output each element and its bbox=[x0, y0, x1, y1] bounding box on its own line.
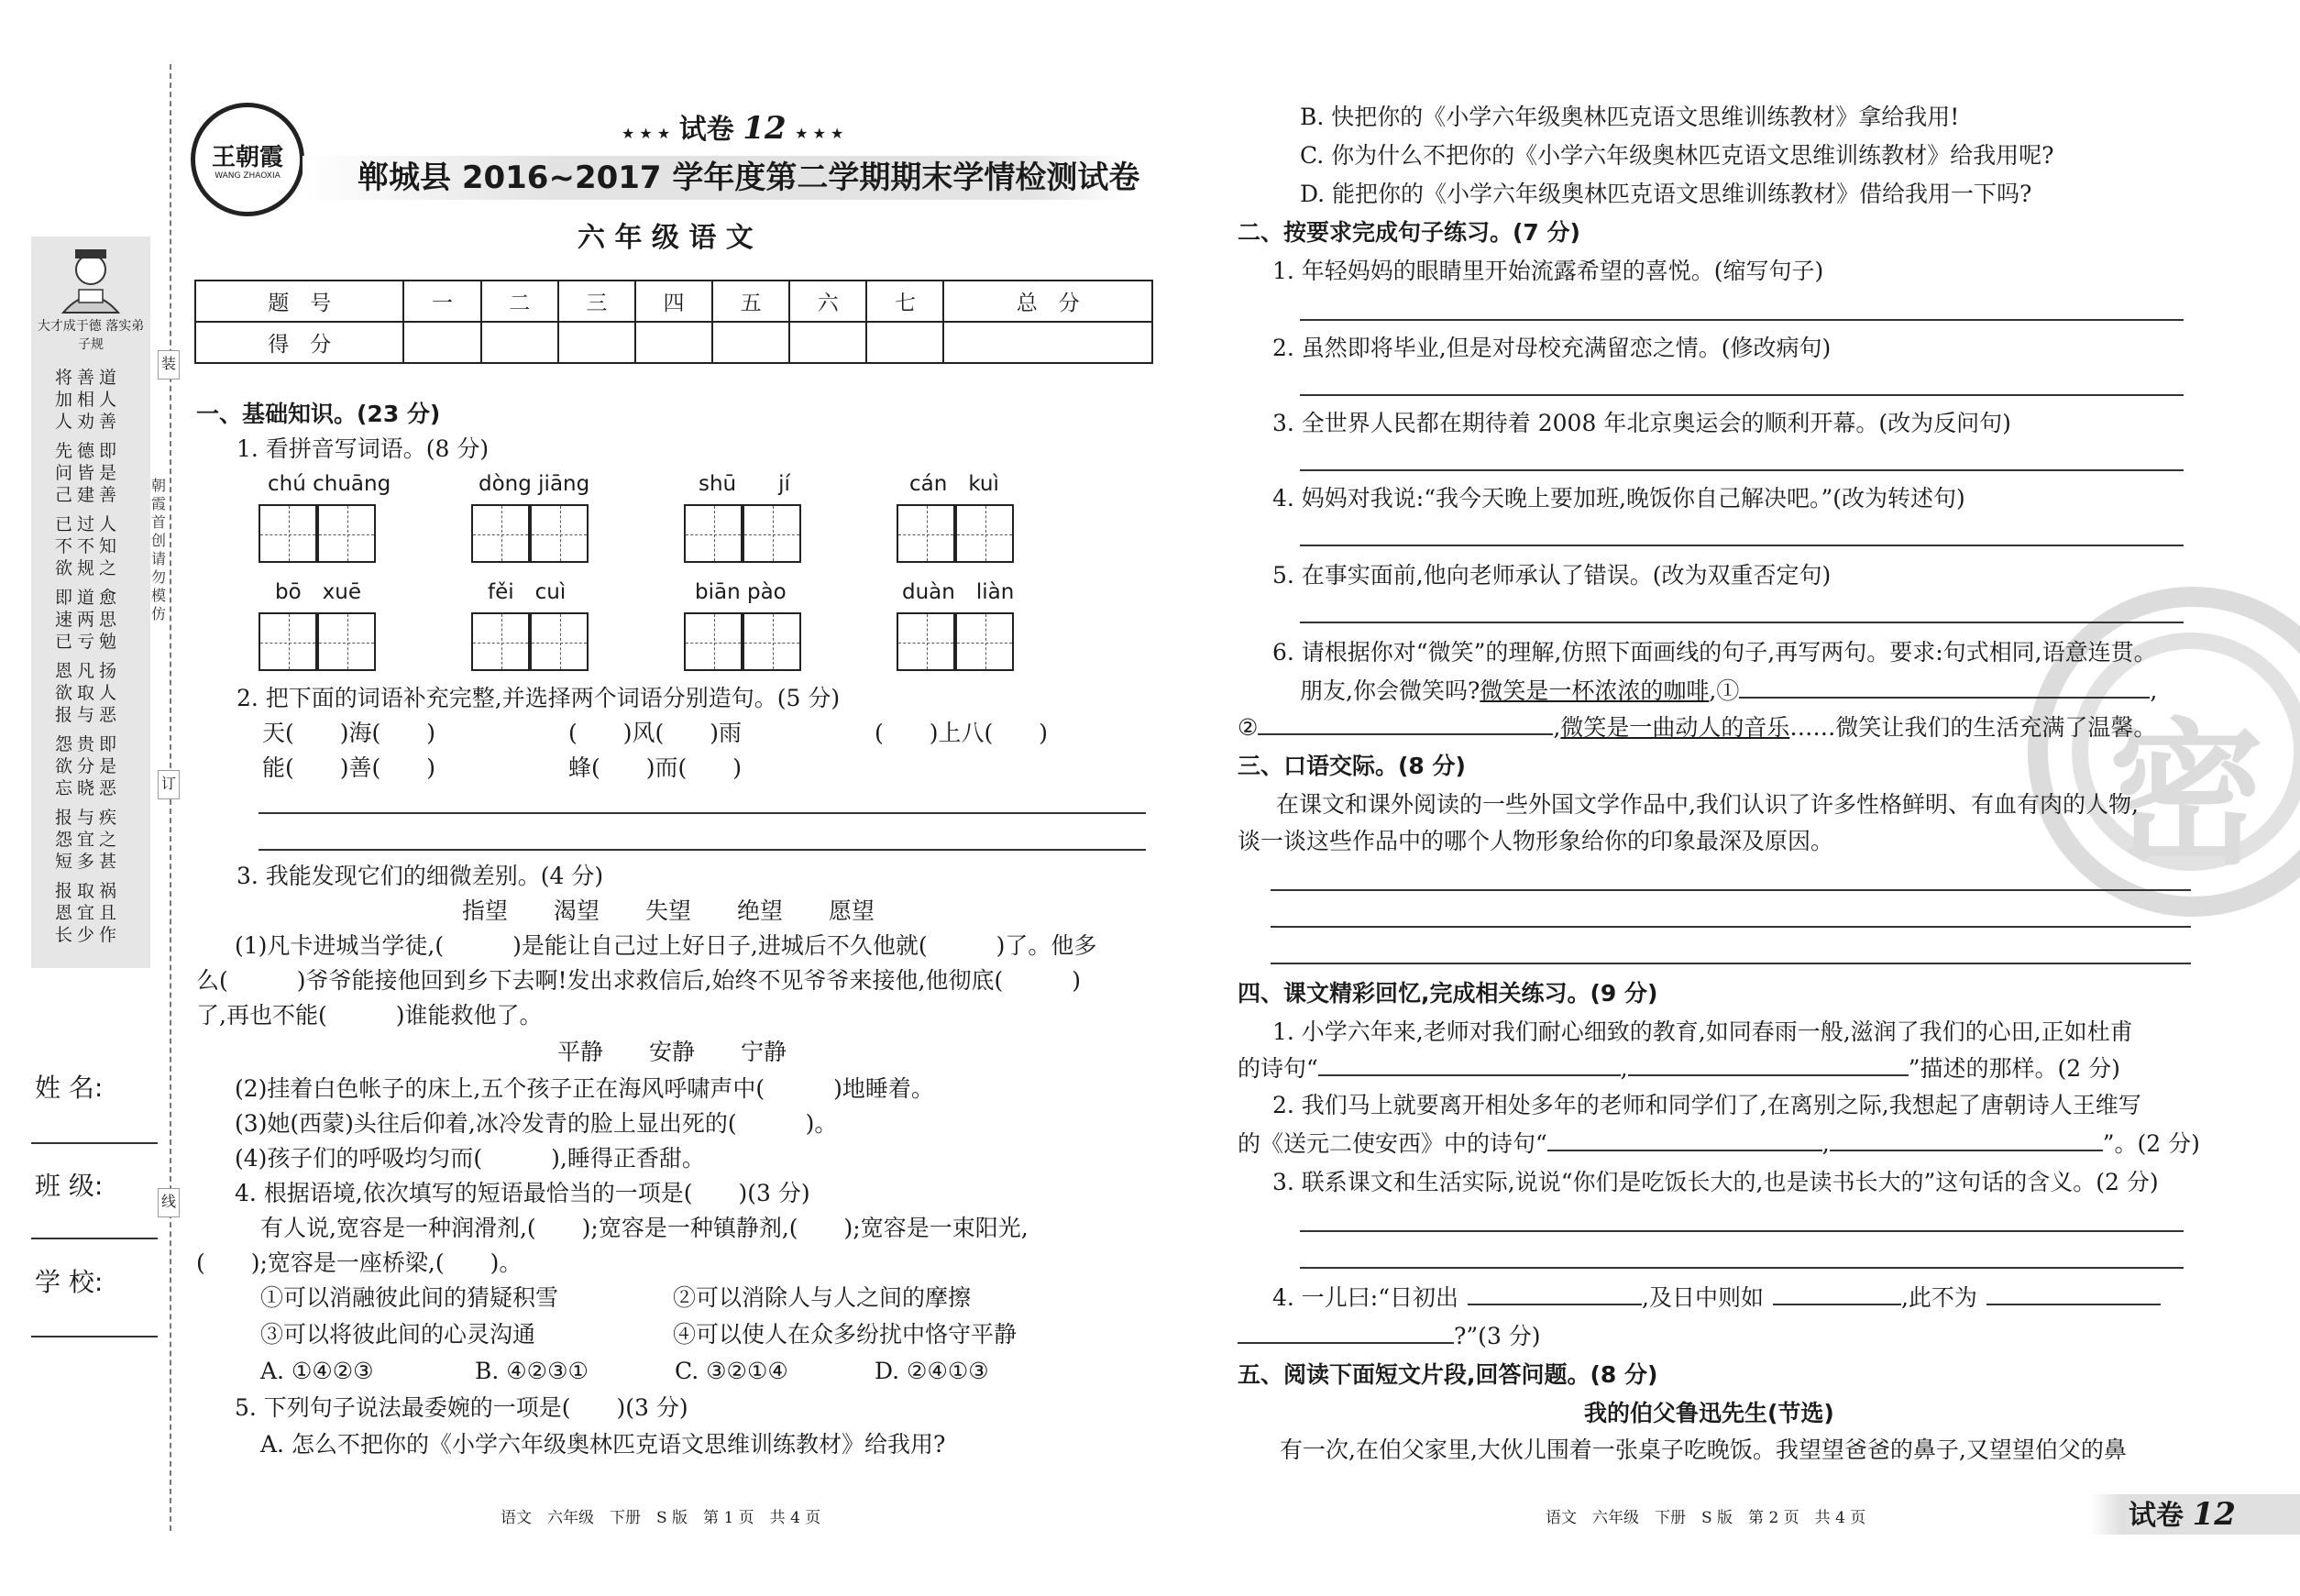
answer-line[interactable] bbox=[1300, 545, 2184, 546]
s2-question: 1. 年轻妈妈的眼睛里开始流露希望的喜悦。(缩写句子) bbox=[1272, 258, 1824, 284]
sidebar-verse-column: 过不规 bbox=[77, 514, 95, 578]
answer-blank[interactable] bbox=[1318, 1056, 1621, 1076]
score-cell[interactable] bbox=[635, 322, 712, 363]
score-header-cell: 三 bbox=[558, 281, 635, 322]
sidebar-verse-column: 报怨短 bbox=[55, 808, 73, 872]
corner-paper-label: 试卷 12 bbox=[2129, 1496, 2236, 1533]
s4-question: 1. 小学六年来,老师对我们耐心细致的教育,如同春雨一般,滋润了我们的心田,正如杜甫 bbox=[1272, 1018, 2133, 1045]
s2-q6-line1: 朋友,你会微笑吗?微笑是一杯浓浓的咖啡,① , bbox=[1300, 677, 2158, 704]
answer-blank[interactable] bbox=[1628, 1056, 1909, 1076]
pinyin-label: bō xuē bbox=[275, 580, 362, 604]
sidebar-verse-column: 先问己 bbox=[55, 441, 73, 505]
character-writing-box[interactable] bbox=[471, 504, 530, 563]
q3-paragraph: 了,再也不能( )谁能救他了。 bbox=[196, 1002, 543, 1029]
sidebar-verse-column: 疾之甚 bbox=[99, 808, 117, 872]
s4-question: 3. 联系课文和生活实际,说说“你们是吃饭长大的,也是读书长大的”这句话的含义。(2 分) bbox=[1272, 1169, 2159, 1195]
q3-sentence: (3)她(西蒙)头往后仰着,冰冷发青的脸上显出死的( )。 bbox=[235, 1110, 838, 1137]
q2-item: ( )风( )雨 bbox=[568, 720, 743, 746]
answer-blank[interactable] bbox=[1739, 678, 2150, 699]
character-writing-box[interactable] bbox=[897, 612, 955, 671]
q2-item: 能( )善( ) bbox=[262, 754, 436, 781]
character-writing-box[interactable] bbox=[684, 612, 743, 671]
q4-passage: 有人说,宽容是一种润滑剂,( );宽容是一种镇静剂,( );宽容是一束阳光, bbox=[260, 1215, 1029, 1241]
character-writing-box[interactable] bbox=[955, 612, 1014, 671]
sidebar-verse-column: 扬人恶 bbox=[99, 661, 117, 725]
section-2-title: 二、按要求完成句子练习。(7 分) bbox=[1238, 219, 1580, 246]
class-field[interactable] bbox=[31, 1238, 158, 1239]
score-table bbox=[194, 280, 1153, 364]
character-writing-box[interactable] bbox=[471, 612, 530, 671]
q4-phrase: ③可以将彼此间的心灵沟通 bbox=[260, 1321, 536, 1348]
answer-blank[interactable] bbox=[1258, 715, 1553, 735]
answer-line[interactable] bbox=[1271, 926, 2191, 928]
answer-blank[interactable] bbox=[1830, 1131, 2103, 1151]
sidebar-verse-column: 恩欲报 bbox=[55, 661, 73, 725]
answer-blank[interactable] bbox=[1468, 1285, 1642, 1305]
pinyin-label: biān pào bbox=[695, 580, 787, 604]
answer-line[interactable] bbox=[1300, 394, 2184, 396]
character-writing-box[interactable] bbox=[684, 504, 743, 563]
sidebar-verse-column: 愈思勉 bbox=[99, 588, 117, 652]
s2-question: 2. 虽然即将毕业,但是对母校充满留恋之情。(修改病句) bbox=[1272, 335, 1832, 361]
s2-question: 5. 在事实面前,他向老师承认了错误。(改为双重否定句) bbox=[1272, 562, 1832, 589]
character-writing-box[interactable] bbox=[743, 612, 801, 671]
character-writing-box[interactable] bbox=[317, 504, 376, 563]
pinyin-label: shū jí bbox=[699, 472, 790, 496]
score-cell[interactable] bbox=[789, 322, 866, 363]
section-3-title: 三、口语交际。(8 分) bbox=[1238, 753, 1466, 779]
score-cell[interactable] bbox=[712, 322, 789, 363]
s4-q4-line1: 4. 一儿曰:“日初出 ,及日中则如 ,此不为 bbox=[1272, 1283, 2161, 1313]
answer-blank[interactable] bbox=[1238, 1324, 1454, 1344]
binding-mark-1: 装 bbox=[158, 350, 180, 380]
q5-option-a[interactable]: A. 怎么不把你的《小学六年级奥林匹克语文思维训练教材》给我用? bbox=[260, 1431, 946, 1458]
passage-text: 有一次,在伯父家里,大伙儿围着一张桌子吃晚饭。我望望爸爸的鼻子,又望望伯父的鼻 bbox=[1280, 1436, 2127, 1463]
q4-phrase: ②可以消除人与人之间的摩擦 bbox=[673, 1284, 972, 1311]
s2-question: 6. 请根据你对“微笑”的理解,仿照下面画线的句子,再写两句。要求:句式相同,语意连贯。 bbox=[1272, 639, 2157, 666]
school-label: 学 校: bbox=[35, 1267, 104, 1297]
question-4: 4. 根据语境,依次填写的短语最恰当的一项是( )(3 分) bbox=[235, 1180, 810, 1206]
s2-q6-line2: ② ,微笑是一曲动人的音乐……微笑让我们的生活充满了温馨。 bbox=[1238, 714, 2157, 741]
binding-mark-2: 订 bbox=[158, 770, 180, 799]
scholar-figure-icon bbox=[50, 244, 132, 317]
score-table-header-row bbox=[195, 281, 1152, 322]
q4-option-d[interactable]: D. ②④①③ bbox=[875, 1358, 989, 1384]
logo-subtext: WANG ZHAOXIA bbox=[215, 171, 281, 181]
sidebar-verse-column: 怨欲忘 bbox=[55, 734, 73, 798]
s4-question: 2. 我们马上就要离开相处多年的老师和同学们了,在离别之际,我想起了唐朝诗人王维写 bbox=[1272, 1092, 2141, 1118]
star-icon: ★ ★ ★ bbox=[795, 125, 844, 142]
passage-title: 我的伯父鲁迅先生(节选) bbox=[1584, 1400, 1834, 1426]
sidebar-verse-column: 与宜多 bbox=[77, 808, 95, 872]
exam-title: 郸城县 2016~2017 学年度第二学期期末学情检测试卷 bbox=[358, 160, 1140, 196]
q3-sentence: (2)挂着白色帐子的床上,五个孩子正在海风呼啸声中( )地睡着。 bbox=[235, 1075, 934, 1102]
q4-option-c[interactable]: C. ③②①④ bbox=[675, 1358, 788, 1384]
character-writing-box[interactable] bbox=[897, 504, 955, 563]
logo-text: 王朝霞 bbox=[211, 144, 283, 171]
score-cell[interactable] bbox=[943, 322, 1152, 363]
answer-blank[interactable] bbox=[1773, 1285, 1901, 1305]
q4-phrase: ①可以消融彼此间的猜疑积雪 bbox=[260, 1284, 559, 1311]
pinyin-label: cán kuì bbox=[909, 472, 999, 496]
q4-phrase: ④可以使人在众多纷扰中恪守平静 bbox=[673, 1321, 1018, 1348]
sidebar-verse-column: 善相劝 bbox=[77, 368, 95, 432]
s3-prompt: 在课文和课外阅读的一些外国文学作品中,我们认识了许多性格鲜明、有血有肉的人物, bbox=[1276, 791, 2139, 818]
sidebar-verse-column: 道人善 bbox=[99, 368, 117, 432]
sidebar-motto: 大才成于德 落实弟子规 bbox=[37, 319, 145, 352]
paper-number-heading: ★ ★ ★ 试卷 12 ★ ★ ★ bbox=[622, 110, 844, 147]
answer-line[interactable] bbox=[259, 849, 1146, 851]
sidebar-verse-column: 已不欲 bbox=[55, 514, 73, 578]
answer-line[interactable] bbox=[1271, 889, 2191, 891]
q3-sentence: (4)孩子们的呼吸均匀而( ),睡得正香甜。 bbox=[235, 1145, 705, 1172]
q2-item: ( )上八( ) bbox=[875, 720, 1049, 746]
character-writing-box[interactable] bbox=[955, 504, 1014, 563]
score-header-cell: 五 bbox=[712, 281, 789, 322]
pinyin-label: duàn liàn bbox=[902, 580, 1015, 604]
s4-q4-line2: ?”(3 分) bbox=[1238, 1322, 1541, 1351]
question-3: 3. 我能发现它们的细微差别。(4 分) bbox=[237, 863, 604, 889]
sidebar-verse-column: 人知之 bbox=[99, 514, 117, 578]
s2-question: 4. 妈妈对我说:“我今天晚上要加班,晚饭你自己解决吧。”(改为转述句) bbox=[1272, 485, 1965, 512]
answer-line[interactable] bbox=[1300, 1230, 2184, 1232]
star-icon: ★ ★ ★ bbox=[622, 125, 671, 142]
answer-blank[interactable] bbox=[1547, 1131, 1822, 1151]
character-writing-box[interactable] bbox=[530, 612, 589, 671]
sidebar-verse-column: 报恩长 bbox=[55, 881, 73, 945]
answer-line[interactable] bbox=[259, 812, 1146, 814]
watermark-seal-character: 密 bbox=[2108, 705, 2265, 886]
score-header-cell: 四 bbox=[635, 281, 712, 322]
sidebar-verse-column: 即是善 bbox=[99, 441, 117, 505]
score-cell[interactable] bbox=[866, 322, 943, 363]
pinyin-label: dòng jiāng bbox=[479, 472, 590, 496]
character-writing-box[interactable] bbox=[259, 504, 317, 563]
character-writing-box[interactable] bbox=[530, 504, 589, 563]
school-field[interactable] bbox=[31, 1336, 158, 1337]
binding-mark-3: 线 bbox=[158, 1188, 180, 1217]
score-cell[interactable] bbox=[558, 322, 635, 363]
s4-q1-blanks: 的诗句“ , ”描述的那样。(2 分) bbox=[1238, 1055, 2120, 1082]
s3-prompt: 谈一谈这些作品中的哪个人物形象给你的印象最深及原因。 bbox=[1238, 828, 1834, 854]
sidebar-tag: 朝霞首创 请勿模仿 bbox=[151, 477, 167, 622]
q5-option-c[interactable]: C. 你为什么不把你的《小学六年级奥林匹克语文思维训练教材》给我用呢? bbox=[1300, 142, 2054, 169]
q4-option-b[interactable]: B. ④②③① bbox=[475, 1358, 589, 1384]
sidebar-verse-column: 凡取与 bbox=[77, 661, 95, 725]
q4-passage: ( );宽容是一座桥梁,( )。 bbox=[196, 1249, 523, 1276]
name-field[interactable] bbox=[31, 1142, 158, 1144]
answer-line[interactable] bbox=[1300, 469, 2184, 471]
section-1-title: 一、基础知识。(23 分) bbox=[196, 401, 441, 427]
answer-line[interactable] bbox=[1300, 1267, 2184, 1269]
q3-paragraph: 么( )爷爷能接他回到乡下去啊!发出求救信后,始终不见爷爷来接他,他彻底( ) bbox=[196, 967, 1081, 994]
class-label: 班 级: bbox=[35, 1171, 104, 1201]
section-4-title: 四、课文精彩回忆,完成相关练习。(9 分) bbox=[1238, 980, 1658, 1007]
q2-item: 天( )海( ) bbox=[262, 720, 436, 746]
answer-blank[interactable] bbox=[1986, 1285, 2161, 1305]
score-header-cell: 七 bbox=[866, 281, 943, 322]
q2-item: 蜂( )而( ) bbox=[568, 754, 743, 781]
pinyin-label: fěi cuì bbox=[488, 580, 567, 604]
score-header-cell: 二 bbox=[481, 281, 558, 322]
question-2: 2. 把下面的词语补充完整,并选择两个词语分别造句。(5 分) bbox=[237, 685, 841, 711]
score-header-cell: 六 bbox=[789, 281, 866, 322]
score-cell[interactable] bbox=[481, 322, 558, 363]
q4-option-a[interactable]: A. ①④②③ bbox=[260, 1358, 374, 1384]
score-header-cell: 题 号 bbox=[195, 281, 403, 322]
character-writing-box[interactable] bbox=[317, 612, 376, 671]
score-header-cell: 总 分 bbox=[943, 281, 1152, 322]
sidebar-verse-column: 即速已 bbox=[55, 588, 73, 652]
q5-option-d[interactable]: D. 能把你的《小学六年级奥林匹克语文思维训练教材》借给我用一下吗? bbox=[1300, 181, 2032, 207]
page-footer-right: 语文 六年级 下册 S 版 第 2 页 共 4 页 bbox=[1546, 1509, 1866, 1527]
score-table-score-row bbox=[195, 322, 1152, 363]
q3-word-set-2: 平静 安静 宁静 bbox=[557, 1039, 787, 1065]
score-header-cell: 一 bbox=[403, 281, 480, 322]
character-writing-box[interactable] bbox=[743, 504, 801, 563]
question-5: 5. 下列句子说法最委婉的一项是( )(3 分) bbox=[235, 1394, 688, 1421]
sidebar-verse-column: 贵分晓 bbox=[77, 734, 95, 798]
sidebar-verse-column: 即是恶 bbox=[99, 734, 117, 798]
sidebar-verse-column: 取宜少 bbox=[77, 881, 95, 945]
question-1: 1. 看拼音写词语。(8 分) bbox=[237, 435, 490, 462]
sidebar-verse-column: 德皆建 bbox=[77, 441, 95, 505]
answer-line[interactable] bbox=[1300, 622, 2184, 623]
q3-paragraph: (1)凡卡进城当学徒,( )是能让自己过上好日子,进城后不久他就( )了。他多 bbox=[235, 932, 1097, 959]
character-writing-box[interactable] bbox=[259, 612, 317, 671]
s2-question: 3. 全世界人民都在期待着 2008 年北京奥运会的顺利开幕。(改为反问句) bbox=[1272, 410, 2011, 436]
pinyin-label: chú chuāng bbox=[268, 472, 391, 496]
subject-title: 六 年 级 语 文 bbox=[578, 222, 754, 254]
score-cell[interactable] bbox=[403, 322, 480, 363]
brand-logo bbox=[191, 103, 304, 216]
name-label: 姓 名: bbox=[35, 1073, 104, 1103]
sidebar-verse-column: 将加人 bbox=[55, 368, 73, 432]
section-5-title: 五、阅读下面短文片段,回答问题。(8 分) bbox=[1238, 1361, 1658, 1388]
sidebar-verse-column: 道两亏 bbox=[77, 588, 95, 652]
s4-q2-blanks: 的《送元二使安西》中的诗句“ , ”。(2 分) bbox=[1238, 1130, 2200, 1157]
page-footer-left: 语文 六年级 下册 S 版 第 1 页 共 4 页 bbox=[501, 1509, 821, 1527]
sidebar-verse-column: 祸且作 bbox=[99, 881, 117, 945]
answer-line[interactable] bbox=[1300, 319, 2184, 321]
answer-line[interactable] bbox=[1271, 963, 2191, 964]
q5-option-b[interactable]: B. 快把你的《小学六年级奥林匹克语文思维训练教材》拿给我用! bbox=[1300, 104, 1960, 130]
score-row-label: 得 分 bbox=[195, 322, 403, 363]
q3-word-set-1: 指望 渴望 失望 绝望 愿望 bbox=[462, 897, 875, 924]
